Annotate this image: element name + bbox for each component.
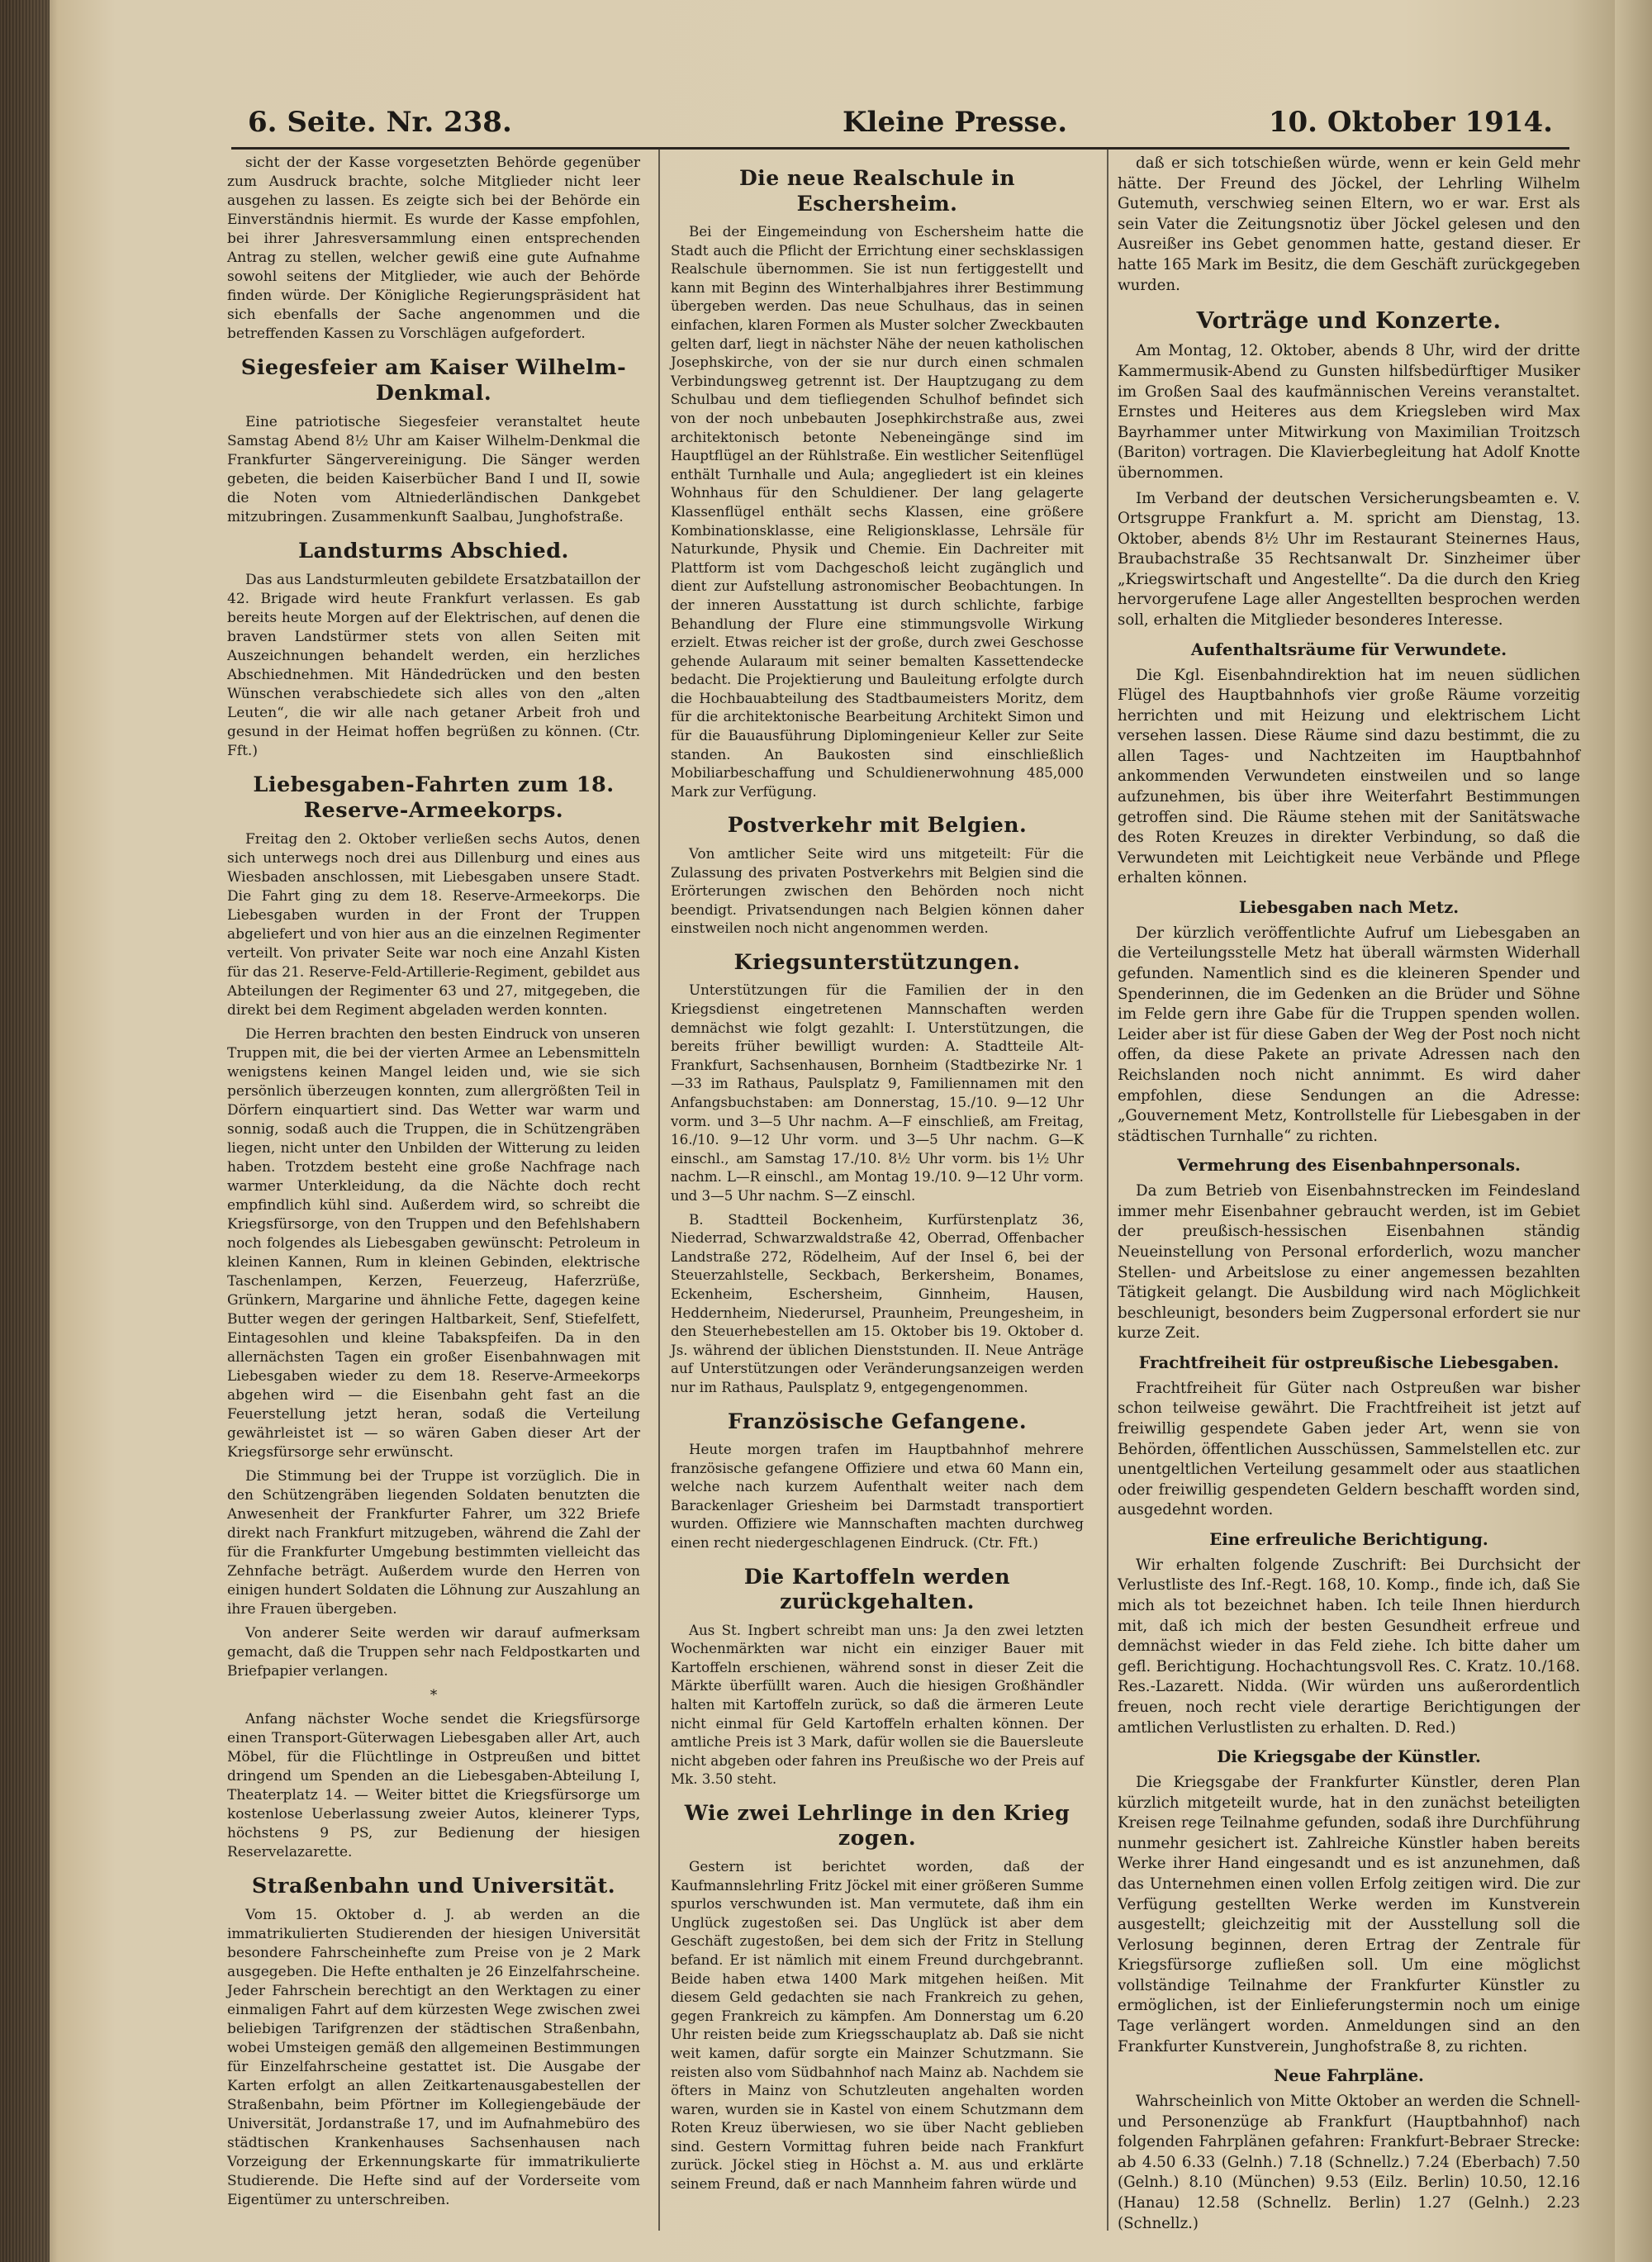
column-1	[227, 154, 640, 2215]
article-paragraph: Am Montag, 12. Oktober, abends 8 Uhr, wird der dritte Kammermusik-Abend zu Gunsten hilfsbedürftiger Musiker im Großen Saal des kaufmännischen Vereins veranstaltet. Ernstes und Heiteres aus dem Kriegsleben wird Max Bayrhammer unter Mitwirkung von Maximilian Troitzsch (Bariton) vortragen. Die Klavierbegleitung hat Adolf Knotte übernommen.	[1118, 342, 1580, 482]
article-paragraph: Die Stimmung bei der Truppe ist vorzüglich. Die in den Schützengräben liegenden Soldaten benutzten die Anwesenheit der Frankfurter Fahrer, um 322 Briefe direkt nach Frankfurt mitzugeben, während die Zahl der für die Frankfurter Umgebung bestimmten vielleicht das Zehnfache beträgt. Außerdem wurde den Herren von einigen hundert Soldaten die Löhnung zur Auszahlung an ihre Frauen übergeben.	[227, 1468, 640, 1618]
article-headline: Kriegsunterstützungen.	[733, 948, 1021, 974]
article-headline: Landsturms Abschied.	[298, 539, 569, 564]
article-paragraph: B. Stadtteil Bockenheim, Kurfürstenplatz 36, Niederrad, Schwarzwaldstraße 42, Oberrad, Offenbacher Landstraße 272, Rödelheim, Auf der Insel 6, bei der Steuerzahlstelle, Seckbach, Berkersheim, Bonames, Eckenheim, Eschersheim, Ginnheim, Hausen, Heddernheim, Niederursel, Praunheim, Preungesheim, in den Steuerhebestellen am 15. Oktober bis 19. Oktober d. Js. während der üblichen Dienststunden. II. Neue Anträge auf Unterstützungen oder Veränderungsanzeigen werden nur im Rathaus, Paulsplatz 9, entgegengenommen.	[671, 1210, 1084, 1395]
article-paragraph: Heute morgen trafen im Hauptbahnhof mehrere französische gefangene Offiziere und etwa 60 Mann ein, welche nach kurzem Aufenthalt weiter nach dem Barackenlager Griesheim bei Darmstadt transportiert wurden. Offiziere wie Mannschaften machten durchweg einen recht niedergeschlagenen Eindruck. (Ctr. Fft.)	[671, 1441, 1084, 1551]
article-paragraph: Bei der Eingemeindung von Eschersheim hatte die Stadt auch die Pflicht der Errichtung einer sechsklassigen Realschule übernommen. Sie ist nun fertiggestellt und kann mit Beginn des Winterhalbjahres ihrer Bestimmung übergeben werden. Das neue Schulhaus, das in seinen einfachen, klaren Formen als Muster solcher Zweckbauten gelten darf, liegt in nächster Nähe der neuen katholischen Josephskirche, von der sie nur durch einen schmalen Verbindungsweg getrennt ist. Der Hauptzugang zu dem Schulbau und dem tiefliegenden Schulhof befindet sich von der noch unbebauten Josephkirchstraße aus, zwei architektonisch betonte Nebeneingänge sind im Hauptflügel an der Rühlstraße. Ein westlicher Seitenflügel enthält Turnhalle und Aula; angegliedert ist ein kleines Wohnhaus für den Schuldiener. Der lang gelagerte Klassenflügel enthält sechs Klassen, eine größere Kombinationsklasse, eine Religionsklasse, Lehrsäle für Naturkunde, Physik und Chemie. Ein Dachreiter mit Plattform ist vom Dachgeschoß leicht zugänglich und dient zur Aufstellung astronomischer Beobachtungen. In der inneren Ausstattung ist durch schlichte, farbige Behandlung der Flure eine stimmungsvolle Wirkung erzielt. Etwas reicher ist der große, durch zwei Geschosse gehende Aularaum mit seiner bemalten Kassettendecke bedacht. Die Projektierung und Bauleitung erfolgte durch die Hochbauabteilung des Stadtbaumeisters Moritz, dem für die architektonische Bearbeitung Architekt Simon und für die Bauausführung Diplomingenieur Keller zur Seite standen. An Baukosten sind einschließlich Mobiliarbeschaffung und Schuldienerwohnung 485,000 Mark zur Verfügung.	[671, 223, 1084, 800]
issue-date: 10. Oktober 1914.	[1268, 106, 1553, 139]
article-headline: Straßenbahn und Universität.	[251, 1874, 616, 1899]
section-subheading: Neue Fahrpläne.	[1274, 2066, 1424, 2086]
article-paragraph: Vom 15. Oktober d. J. ab werden an die immatrikulierten Studierenden der hiesigen Universität besondere Fahrscheinhefte zum Preise von je 2 Mark ausgegeben. Die Hefte enthalten je 26 Einzelfahrscheine. Jeder Fahrschein berechtigt an den Werktagen zu einer einmaligen Fahrt auf dem kürzesten Wege zwischen zwei beliebigen Tarifgrenzen der städtischen Straßenbahn, wobei Umsteigen gemäß den allgemeinen Bestimmungen für Einzelfahrscheine gestattet ist. Die Ausgabe der Karten erfolgt an allen Zeitkartenausgabestellen der Straßenbahn, beim Pförtner im Kollegiengebäude der Universität, Jordanstraße 17, und im Aufnahmebüro des städtischen Krankenhauses Sachsenhausen nach Vorzeigung der Erkennungskarte für immatrikulierte Studierende. Die Hefte sind auf der Vorderseite vom Eigentümer zu unterschreiben.	[227, 1907, 640, 2209]
article-headline: Die neue Realschule in Eschersheim.	[738, 165, 1016, 216]
article-paragraph: Von anderer Seite werden wir darauf aufmerksam gemacht, daß die Truppen sehr nach Feldpostkarten und Briefpapier verlangen.	[227, 1625, 640, 1680]
column-3	[1118, 154, 1580, 2239]
section-subheading: Eine erfreuliche Berichtigung.	[1209, 1529, 1488, 1549]
masthead: Kleine Presse.	[843, 106, 1068, 139]
article-paragraph: Die Kriegsgabe der Frankfurter Künstler, deren Plan kürzlich mitgeteilt wurde, hat in den zunächst beteiligten Kreisen rege Teilnahme gefunden, sodaß ihre Durchführung nunmehr gesichert ist. Zahlreiche Künstler haben bereits Werke ihrer Hand eingesandt und es ist anzunehmen, daß das Unternehmen einen vollen Erfolg zeitigen wird. Die zur Verfügung gestellten Werke werden im Kunstverein ausgestellt; gleichzeitig mit der Ausstellung soll die Verlosung beginnen, deren Ertrag der Zentrale für Kriegsfürsorge zufließen soll. Um eine möglichst vollständige Teilnahme der Frankfurter Künstler zu ermöglichen, ist der Einlieferungstermin noch um einige Tage verlängert worden. Anmeldungen sind an den Frankfurter Kunstverein, Junghofstraße 8, zu richten.	[1118, 1773, 1580, 2055]
column-2	[671, 154, 1084, 2198]
column-divider	[1107, 149, 1108, 2231]
article-paragraph: Gestern ist berichtet worden, daß der Kaufmannslehrling Fritz Jöckel mit einer größeren Summe spurlos verschwunden ist. Man vermutete, daß ihm ein Unglück zugestoßen sei. Das Unglück ist aber dem Geschäft zugestoßen, bei dem sich der Fritz in Stellung befand. Er ist nämlich mit einem Freund durchgebrannt. Beide haben etwa 1400 Mark mitgehen heißen. Mit diesem Geld gedachten sie nach Frankreich zu gehen, gegen Frankreich zu kämpfen. Am Donnerstag um 6.20 Uhr reisten beide zum Kriegsschauplatz ab. Daß sie nicht weit kamen, dafür sorgte ein Mainzer Schutzmann. Sie reisten also vom Südbahnhof nach Mainz ab. Nachdem sie öfters in Mainz von Schutzleuten angehalten worden waren, wurden sie in Kastel von einem Schutzmann dem Roten Kreuz überwiesen, wo sie über Nacht geblieben sind. Gestern Vormittag fuhren beide nach Frankfurt zurück. Jöckel stieg in Höchst a. M. aus und erklärte seinem Freund, daß er nach Mannheim fahren würde und	[671, 1857, 1084, 2193]
section-subheading: Aufenthaltsräume für Verwundete.	[1190, 639, 1507, 659]
article-paragraph: Wir erhalten folgende Zuschrift: Bei Durchsicht der Verlustliste des Inf.-Regt. 168, 10. Komp., finde ich, daß Sie mich als tot bezeichnet haben. Ich teile Ihnen hierdurch mit, daß ich mich der besten Gesundheit erfreue und demnächst wieder in das Feld ziehe. Ich bitte daher um gefl. Berichtigung. Hochachtungsvoll Res. C. Kratz. 10./168. Res.-Lazarett. Nidda. (Wir würden uns außerordentlich freuen, noch recht viele derartige Berichtigungen der amtlichen Verlustlisten zu erhalten. D. Red.)	[1118, 1556, 1580, 1737]
section-subheading: Liebesgaben nach Metz.	[1238, 898, 1460, 918]
article-headline: Die Kartoffeln werden zurückgehalten.	[743, 1563, 1011, 1614]
section-subheading: Frachtfreiheit für ostpreußische Liebesgaben.	[1138, 1352, 1559, 1372]
article-headline: Französische Gefangene.	[727, 1408, 1028, 1433]
section-subheading: Vermehrung des Eisenbahnpersonals.	[1177, 1156, 1521, 1176]
adjacent-page-strip	[1615, 0, 1652, 2262]
article-paragraph: Freitag den 2. Oktober verließen sechs Autos, denen sich unterwegs noch drei aus Dillenburg und eines aus Wiesbaden anschlossen, mit Liebesgaben unsere Stadt. Die Fahrt ging zu dem 18. Reserve-Armeekorps. Die Liebesgaben wurden in der Front der Truppen abgeliefert und von hier aus an die einzelnen Regimenter verteilt. Von privater Seite war noch eine Anzahl Kisten für das 21. Reserve-Feld-Artillerie-Regiment, gebildet aus Abteilungen der Regimenter 63 und 27, mitgegeben, die direkt bei dem Regiment abgeladen werden konnten.	[227, 831, 640, 1019]
article-paragraph: sicht der der Kasse vorgesetzten Behörde gegenüber zum Ausdruck brachte, solche Mitglieder nicht leer ausgehen zu lassen. Es zeigte sich bei der Behörde ein Einverständnis hiermit. Es wurde der Kasse empfohlen, bei ihrer Jahresversammlung einen entsprechenden Antrag zu stellen, welcher gewiß eine gute Aufnahme sowohl seitens der Mitglieder, wie auch der Behörde finden würde. Der Königliche Regierungspräsident hat sich ebenfalls der Sache angenommen und die betreffenden Kassen zu Vorschlägen aufgefordert.	[227, 154, 640, 342]
article-headline: Wie zwei Lehrlinge in den Krieg zogen.	[684, 1799, 1070, 1851]
article-paragraph: Von amtlicher Seite wird uns mitgeteilt: Für die Zulassung des privaten Postverkehrs mit Belgien sind die Erörterungen zwischen den Behörden noch nicht beendigt. Privatsendungen nach Belgien können daher einstweilen noch nicht angenommen werden.	[671, 844, 1084, 937]
page-header	[248, 106, 1553, 147]
column-divider	[658, 149, 660, 2231]
article-paragraph: Wahrscheinlich von Mitte Oktober an werden die Schnell- und Personenzüge ab Frankfurt (Hauptbahnhof) nach folgenden Fahrplänen gefahren: Frankfurt-Bebraer Strecke: ab 4.50 6.33 (Gelnh.) 7.18 (Schnellz.) 7.24 (Eberbach) 7.50 (Gelnh.) 8.10 (München) 9.53 (Eilz. Berlin) 10.50, 12.16 (Hanau) 12.58 (Schnellz. Berlin) 1.27 (Gelnh.) 2.23 (Schnellz.)	[1118, 2093, 1580, 2232]
header-rule	[231, 147, 1569, 150]
article-headline: Postverkehr mit Belgien.	[727, 812, 1028, 838]
article-paragraph: Die Kgl. Eisenbahndirektion hat im neuen südlichen Flügel des Hauptbahnhofs vier große Räume vorzeitig herrichten und mit Heizung und elektrischem Licht versehen lassen. Diese Räume sind dazu bestimmt, die zu allen Tages- und Nachtzeiten im Hauptbahnhof ankommenden Verwundeten einstweilen und so lange aufzunehmen, bis über ihre Weiterfahrt Bestimmungen getroffen sind. Die Räume stehen mit der Sanitätswache des Roten Kreuzes in direkter Verbindung, so daß die Verwundeten mit Leichtigkeit neue Verbände und Pflege erhalten können.	[1118, 666, 1580, 887]
article-paragraph: Die Herren brachten den besten Eindruck von unseren Truppen mit, die bei der vierten Armee an Lebensmitteln wenigstens keinen Mangel leiden und, wie sie sich persönlich überzeugen konnten, zum allergrößten Teil in Dörfern einquartiert sind. Das Wetter war warm und sonnig, sodaß auch die Truppen, die in Schützengräben liegen, nicht unter den Unbilden der Witterung zu leiden haben. Trotzdem besteht eine große Nachfrage nach warmer Unterkleidung, da die Nächte doch recht empfindlich kühl sind. Außerdem wird, so schreibt die Kriegsfürsorge, von den Truppen und den Befehlshabern noch folgendes als Liebesgaben gewünscht: Petroleum in kleinen Kannen, Rum in kleinen Gebinden, elektrische Taschenlampen, Kerzen, Feuerzeug, Haferzrüße, Grünkern, Margarine und ähnliche Fette, dagegen keine Butter wegen der geringen Haltbarkeit, Senf, Stiefelfett, Eintagesohlen und kleine Tabakspfeifen. Da in den allernächsten Tagen ein großer Eisenbahnwagen mit Liebesgaben wieder zu dem 18. Reserve-Armeekorps abgehen wird — die Eisenbahn geht fast an die Feuerstellung jetzt heran, sodaß die Verteilung gewährleistet ist — so wären Gaben dieser Art der Kriegsfürsorge sehr erwünscht.	[227, 1026, 640, 1461]
article-paragraph: Da zum Betrieb von Eisenbahnstrecken im Feindesland immer mehr Eisenbahner gebraucht werden, ist im Gebiet der preußisch-hessischen Eisenbahnen ständig Neueinstellung von Personal erforderlich, wozu mancher Stellen- und Arbeitslose zu einer angemessen bezahlten Tätigkeit gelangt. Die Ausbildung wird nach Möglichkeit beschleunigt, besonders beim Zugpersonal erfordert sie nur kurze Zeit.	[1118, 1182, 1580, 1342]
article-headline: Siegesfeier am Kaiser Wilhelm-Denkmal.	[240, 355, 627, 406]
article-paragraph: Aus St. Ingbert schreibt man uns: Ja den zwei letzten Wochenmärkten war nicht ein einziger Bauer mit Kartoffeln erschienen, während sonst in dieser Zeit die Märkte überfüllt waren. Auch die hiesigen Großhändler halten mit Kartoffeln zurück, so daß die ärmeren Leute nicht einmal für Geld Kartoffeln erhalten können. Der amtliche Preis ist 3 Mark, dafür wollen sie die Bauersleute nicht abgeben oder fahren ins Preußische wo der Preis auf Mk. 3.50 steht.	[671, 1621, 1084, 1788]
article-paragraph: Der kürzlich veröffentlichte Aufruf um Liebesgaben an die Verteilungsstelle Metz hat überall wärmsten Widerhall gefunden. Namentlich sind es die kleineren Spender und Spenderinnen, die im Gedenken an die Brüder und Söhne im Felde gern ihre Gabe für die Truppen spenden wollen. Leider aber ist für diese Gaben der Weg der Post noch nicht offen, da diese Pakete an private Adressen nach den Reichslanden noch nicht annimmt. Es wird daher empfohlen, diese Sendungen an die Adresse: „Gouvernement Metz, Kontrollstelle für Liebesgaben in der städtischen Turnhalle“ zu richten.	[1118, 924, 1580, 1145]
section-subheading: Die Kriegsgabe der Künstler.	[1217, 1747, 1481, 1767]
separator-asterisk: *	[430, 1687, 438, 1704]
article-paragraph: daß er sich totschießen würde, wenn er kein Geld mehr hätte. Der Freund des Jöckel, der Lehrling Wilhelm Gutemuth, verschwieg seinen Eltern, wo er war. Erst als sein Vater die Zeitungsnotiz über Jöckel gelesen und den Ausreißer ins Gebet genommen hatte, gestand dieser. Er hatte 165 Mark im Besitz, die dem Geschäft zurückgegeben wurden.	[1118, 154, 1580, 294]
book-spine-edge	[0, 0, 50, 2262]
article-paragraph: Unterstützungen für die Familien der in den Kriegsdienst eingetretenen Mannschaften werden demnächst wie folgt gezahlt: I. Unterstützungen, die bereits früher bewilligt wurden: A. Stadtteile Alt-Frankfurt, Sachsenhausen, Bornheim (Stadtbezirke Nr. 1—33 im Rathaus, Paulsplatz 9, Familiennamen mit den Anfangsbuchstaben: am Donnerstag, 15./10. 9—12 Uhr vorm. und 3—5 Uhr nachm. A—F einschließ, am Freitag, 16./10. 9—12 Uhr vorm. und 3—5 Uhr nachm. G—K einschl., am Samstag 17./10. 8½ Uhr vorm. bis 1½ Uhr nachm. L—R einschl., am Montag 19./10. 9—12 Uhr vorm. und 3—5 Uhr nachm. S—Z einschl.	[671, 981, 1084, 1204]
article-paragraph: Anfang nächster Woche sendet die Kriegsfürsorge einen Transport-Güterwagen Liebesgaben aller Art, auch Möbel, für die Flüchtlinge in Ostpreußen und bittet dringend um Spenden an die Liebesgaben-Abteilung I, Theaterplatz 14. — Weiter bittet die Kriegsfürsorge um kostenlose Ueberlassung zweier Autos, kleinerer Typs, höchstens 9 PS, zur Bedienung der hiesigen Reservelazarette.	[227, 1711, 640, 1861]
article-paragraph: Frachtfreiheit für Güter nach Ostpreußen war bisher schon teilweise gewährt. Die Frachtfreiheit ist jetzt auf freiwillig gespendete Gaben jeder Art, wenn sie von Behörden, öffentlichen Ausschüssen, Sammelstellen etc. zur unentgeltlichen Verteilung gesammelt oder aus staatlichen oder freiwillig gespendeten Geldern beschafft worden sind, ausgedehnt worden.	[1118, 1379, 1580, 1519]
article-headline: Vorträge und Konzerte.	[1196, 307, 1502, 335]
article-headline: Liebesgaben-Fahrten zum 18. Reserve-Armeekorps.	[253, 772, 615, 824]
page-number: 6. Seite. Nr. 238.	[248, 106, 512, 139]
article-paragraph: Im Verband der deutschen Versicherungsbeamten e. V. Ortsgruppe Frankfurt a. M. spricht am Dienstag, 13. Oktober, abends 8½ Uhr im Restaurant Steinernes Haus, Braubachstraße 35 Rechtsanwalt Dr. Sinzheimer über „Kriegswirtschaft und Angestellte“. Da die durch den Krieg hervorgerufene Lage aller Angestellten besprochen werden soll, erhalten die Mitglieder besonderes Interesse.	[1118, 489, 1580, 630]
article-paragraph: Das aus Landsturmleuten gebildete Ersatzbataillon der 42. Brigade wird heute Frankfurt verlassen. Es gab bereits heute Morgen auf der Elektrischen, auf denen die braven Landstürmer stets von allen Seiten mit Auszeichnungen behandelt werden, ein herzliches Abschiednehmen. Mit Händedrücken und den besten Wünschen verabschiedete sich alles von den „alten Leuten“, die wir alle nach getaner Arbeit froh und gesund in der Heimat hoffen begrüßen zu können. (Ctr. Fft.)	[227, 572, 640, 760]
article-paragraph: Eine patriotische Siegesfeier veranstaltet heute Samstag Abend 8½ Uhr am Kaiser Wilhelm-Denkmal die Frankfurter Sängervereinigung. Die Sänger werden gebeten, die beiden Kaiserbücher Band I und II, sowie die Noten vom Altniederländischen Dankgebet mitzubringen. Zusammenkunft Saalbau, Junghofstraße.	[227, 414, 640, 526]
